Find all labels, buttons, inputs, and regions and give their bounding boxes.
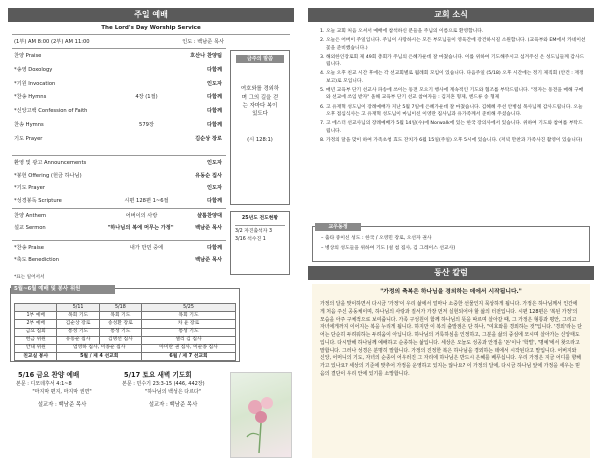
table-cell: 셀리 김 집사: [142, 336, 236, 344]
table-row: [15, 353, 236, 361]
service-table-title: 5월~6월 예배 및 봉사 위원: [11, 285, 115, 294]
news-title: 교회 소식: [308, 8, 594, 22]
order-item: [14, 108, 222, 115]
table-cell: 목회 기도: [57, 312, 99, 320]
order-detail: 시편 128편 1~6절: [124, 198, 169, 205]
table-row: [15, 312, 236, 320]
order-person: 다함께: [206, 121, 222, 128]
order-item: [14, 213, 222, 220]
friday-title: 5/16 금요 찬양 예배: [18, 371, 80, 379]
news-item: 1. 오늘 교회 처음 오셔서 예배에 참석하신 분들을 주님의 이름으로 환영합니다.: [326, 28, 586, 35]
verse-box-title: 금주의 말씀: [236, 55, 284, 63]
order-item: [14, 173, 222, 180]
worship-leader: 인도 : 백남준 목사: [182, 39, 224, 45]
order-label: *축도 Benediction: [14, 256, 60, 263]
order-item: [14, 136, 222, 143]
worship-subtitle: The Lord's Day Worship Service: [101, 25, 201, 31]
divider: [235, 225, 285, 226]
order-item: [14, 160, 222, 167]
service-times-row: [14, 39, 224, 46]
order-detail: 내가 만민 중에: [129, 245, 164, 251]
table-cell: 6월 / 제 7 선교회: [142, 353, 236, 361]
order-label: *찬송 Praise: [14, 245, 44, 251]
order-person: 다함께: [206, 108, 222, 115]
friday-verse: 본문 : 디모데후서 4:1~8: [16, 381, 72, 388]
divider: [12, 34, 290, 35]
order-label: *봉헌 Offering (헌금 하나님): [14, 172, 82, 179]
news-item: 6. 고 유재혁 성도님이 장례예배가 지난 5월 7일에 은혜가운데 잘 마쳤습니다. 김혜혜 주선 안병섭 목사님께 감사드립니다. 오늘 오후 점심식사는 고 유재혁 성도님이 마님이신 이영란 집사님과 유가족께서 준비해 주셨습니다.: [326, 104, 586, 119]
service-table-wrap: [14, 303, 236, 361]
divider: [12, 48, 226, 49]
table-cell: 5월 / 제 4 선교회: [57, 353, 142, 361]
service-times: (1부) AM 8:00 (2부) AM 11:00: [14, 39, 90, 45]
order-item: [14, 81, 222, 88]
member-news-item: – 출타 중이신 성도 : 한국 / 오영민 장로, 오선자 권사: [321, 236, 432, 241]
column-text: 가정의 달을 맞이하면서 다시금 '가정'이 우리 삶에서 얼마나 소중한 선물인지 묵상하게 됩니다. 가정은 하나님께서 인간에게 처음 주신 공동체이며, 하나님의 사랑과 질서가 가장 먼저 실현되어야 할 삶의 터전입니다. 시편 128편은 '복된 가정'의 모습을 아주 구체적으로 보여줍니다. 가족 구성원이 함께 하나님의 뜻을 따르며 살아갈 때, 그 가정은 형통과 평안, 그리고 자녀에게까지 이어지는 복을 누리게 됩니다. 하지만 이 복의 출발점은 단 하나, "여호와를 경외하는 것"입니다. '경외'라는 단어는 단순히 두려워하는 두려움이 아닙니다. 하나님의 거룩하심을 인정하고, 그분을 삶의 중심에 모시며 살아가는 신앙태도입니다. 다시말해 하나님께 예배하고 순종하는 삶입니다. 세상은 오늘도 성공과 안정을 '돈'이나 '학벌', '명예'에서 찾으라고 말합니다. 그러나 성경은 분명히 말합니다. 가정의 진정한 복은 하나님을 경외하는 데에서 시작된다고 말입니다. 어버지와 신앙, 어머니의 기도, 자녀의 순종이 어우러진 그 자리에 하나님은 반드시 은혜를 베푸십니다. 우리 가정은 지금 어디를 향해 가고 있나요? 세상의 기준에 맞추어 가정을 운영하고 있지는 않나요? 이 가정의 달에, 다시금 하나님 앞에 가정을 세우는 믿음의 결단이 우리 안에 있기를 소망합니다.: [320, 301, 582, 377]
worship-order-4: [14, 245, 222, 269]
news-item: 2. 오늘은 어버이 주일입니다. 주님이 사랑하시는 모든 부모님들이 영육간에 강건하시길 소원합니다. (교육부와 EM에서 카네이션 꽃을 준비했습니다.): [326, 37, 586, 52]
order-person: 다함께: [206, 66, 222, 73]
friday-preacher: 설교자 : 백남준 목사: [37, 401, 87, 408]
order-person: 샬롬찬양대: [196, 213, 222, 219]
table-cell: 1부 예배: [15, 312, 57, 320]
member-news-text: 병상의 성도들을 위하여 기도 (설 첨 집사, 김 그레이스 선교사): [324, 246, 456, 251]
table-header: 5/18: [99, 304, 141, 312]
order-item: [14, 185, 222, 192]
news-item: 4. 오늘 오후 친교 시간 후에는 각 선교회별로 월례회 모임이 있습니다. 다음주일 (5/18) 오후 시간에는 정기 제직회 (안건 : 재정보고)로 모입니다.: [326, 70, 586, 85]
table-row: [15, 328, 236, 336]
saturday-preacher: 설교자 : 백남준 목사: [148, 401, 198, 408]
verse-box: [230, 50, 290, 205]
order-item: [14, 245, 222, 252]
table-row: [15, 320, 236, 328]
worship-order-2: [14, 160, 222, 211]
table-cell: 유동순 집사: [57, 336, 99, 344]
column-box: [312, 284, 590, 458]
column-title: 동산 칼럼: [308, 266, 594, 280]
evangelism-row: 3/2 자진출석자 3: [235, 228, 272, 234]
saturday-verse: 본문 : 민수기 23:3-15 (446, 442장): [122, 381, 205, 388]
order-person: 인도자: [206, 80, 222, 87]
order-label: *성경봉독 Scripture: [14, 198, 62, 205]
table-cell: 엄영하 집사, 이종순 집사: [57, 344, 142, 352]
order-label: 기도 Prayer: [14, 135, 43, 142]
order-person: 호산나 찬양팀: [190, 53, 222, 59]
column-heading: "가정의 축복은 하나님을 경외하는 데에서 시작됩니다.": [380, 289, 522, 295]
standing-note: *표는 일어서서: [14, 275, 45, 280]
order-label: 찬송 Hymns: [14, 121, 44, 128]
verse-text: 여호와를 경외하며 그의 길을 걷는 자마다 복이 있도다: [240, 86, 280, 118]
saturday-sermon: "하나님의 백성은 다르다": [144, 389, 202, 396]
order-item: [14, 257, 222, 264]
order-person: 백남준 목사: [195, 224, 222, 231]
table-cell: 안내 위원: [15, 344, 57, 352]
evangelism-title: 25년도 전도현황: [241, 216, 279, 221]
table-cell: 김순상 장로: [57, 320, 99, 328]
order-label: *신앙고백 Confession of Faith: [14, 108, 88, 115]
table-cell: 아미란 권 집사, 이순종 집사: [142, 344, 236, 352]
order-label: *기원 Invocation: [14, 80, 56, 87]
divider: [12, 155, 226, 156]
news-item: 5. 매년 교육부 단기 선교사 파송에 쓰이는 동전 모으기 행사에 계속적인 기도와 협조를 부탁드립니다. "정자는 동전을 매해 구매와 선교에 쓰임 받자" 올해 교육부 단기 선교 참여자들 : 김지혼 형제, 엔드류 송 형제: [326, 87, 586, 102]
member-news-text: 출타 중이신 성도 : 한국 / 오영민 장로, 오선자 권사: [324, 236, 432, 241]
order-detail: 4장 (1절): [135, 94, 158, 101]
table-row: [15, 336, 236, 344]
order-label: 환영 및 광고 Announcements: [14, 160, 87, 166]
order-label: 설교 Sermon: [14, 224, 46, 231]
news-item: 7. 고 에스더 선교사님의 장례예배가 5월 14일(수)에 Norwalk에 있는 한국 장의사에서 있습니다. 위하여 기도와 참여를 부탁드립니다.: [326, 120, 586, 135]
order-item: [14, 94, 222, 101]
order-detail: 어버이의 사랑: [125, 213, 158, 219]
table-header: 5/11: [57, 304, 99, 312]
table-cell: 목회 기도: [142, 312, 236, 320]
news-list: [318, 28, 586, 146]
news-item: 3. 해외한인장로회 제 49회 총회가 주님의 은혜가운데 잘 마쳤습니다. 이를 위하여 기도해주시고 섬겨주신 온 성도님들께 감사드립니다.: [326, 54, 586, 69]
news-item: 8. 가정의 달을 맞이 하여 가족초청 효도 잔치가 6월 15일(주일) 오후 5시에 있습니다. (저녁 만찬과 가족사진 촬영이 있습니다): [326, 137, 586, 144]
saturday-service: [120, 368, 226, 408]
evangelism-row: 3/16 석수진 1: [235, 236, 266, 242]
worship-order-3: [14, 213, 222, 237]
order-label: 찬양 Praise: [14, 53, 42, 59]
order-label: *송영 Doxology: [14, 66, 53, 73]
table-cell: 김명선 집사: [99, 336, 141, 344]
service-table: [14, 303, 236, 361]
order-item: [14, 53, 222, 60]
order-item: [14, 122, 222, 129]
order-person: 백남준 목사: [195, 256, 222, 263]
evangelism-box: [230, 211, 290, 275]
order-detail: "하나님의 복에 머무는 가정": [107, 224, 174, 231]
table-cell: 친교실 봉사: [15, 353, 57, 361]
table-cell: 금요 집회: [15, 328, 57, 336]
order-person: 다함께: [206, 94, 222, 101]
member-news-box: [312, 226, 590, 262]
saturday-title: 5/17 토요 새벽 기도회: [124, 371, 192, 379]
order-person: 다함께: [206, 198, 222, 205]
order-label: *기도 Prayer: [14, 185, 46, 192]
table-cell: 통성 기도: [99, 328, 141, 336]
table-header: 5/25: [142, 304, 236, 312]
member-news-title: 교우동정: [315, 223, 361, 231]
order-person: 다함께: [206, 245, 222, 251]
table-cell: 차 윤 장로: [142, 320, 236, 328]
table-cell: 목회 기도: [99, 312, 141, 320]
table-cell: 통성 기도: [142, 328, 236, 336]
worship-order: [14, 53, 222, 150]
table-cell: 헌금 위원: [15, 336, 57, 344]
flower-icon: [231, 373, 293, 459]
order-person: 유동순 집사: [195, 172, 222, 179]
order-label: *찬송 Hymns: [14, 94, 47, 101]
friday-service: [12, 368, 112, 408]
order-person: 인도자: [206, 185, 222, 192]
worship-title: 주일 예배: [8, 8, 294, 22]
divider: [12, 240, 226, 241]
order-person: 김순상 장로: [195, 135, 222, 142]
order-item: [14, 225, 222, 232]
flowers-photo: [230, 372, 292, 458]
order-label: 찬양 Anthem: [14, 213, 47, 219]
member-news-item: – 병상의 성도들을 위하여 기도 (설 첨 집사, 김 그레이스 선교사): [321, 246, 456, 251]
friday-sermon: "마지막 편지, 마지막 권면": [32, 389, 92, 396]
order-item: [14, 67, 222, 74]
table-cell: 통성 기도: [57, 328, 99, 336]
order-person: 인도자: [206, 160, 222, 166]
table-cell: 송성환 장로: [99, 320, 141, 328]
order-detail: 579장: [139, 121, 154, 128]
table-row: [15, 344, 236, 352]
table-header: [15, 304, 57, 312]
verse-ref: (시 128:1): [247, 136, 273, 143]
table-cell: 2부 예배: [15, 320, 57, 328]
divider: [12, 208, 226, 209]
order-item: [14, 198, 222, 205]
